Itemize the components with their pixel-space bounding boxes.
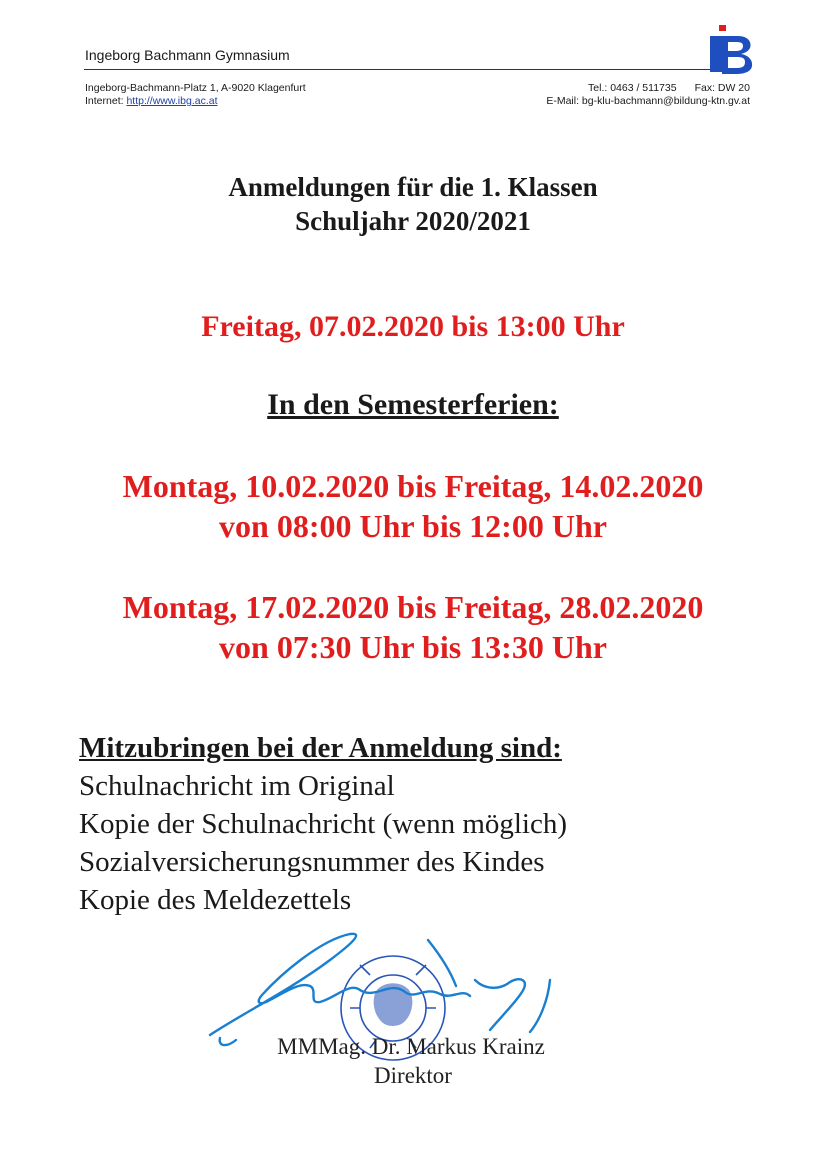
- registration-week-2: [0, 587, 826, 667]
- week-1-dates: Montag, 10.02.2020 bis Freitag, 14.02.2020: [122, 468, 704, 504]
- school-contact-left: [85, 82, 306, 108]
- registration-week-1: [0, 466, 826, 546]
- website-link[interactable]: http://www.ibg.ac.at: [126, 95, 218, 107]
- school-contact-right: [546, 82, 750, 108]
- required-document-item: Kopie der Schulnachricht (wenn möglich): [79, 808, 568, 840]
- document-title: [0, 170, 826, 238]
- school-address: Ingeborg-Bachmann-Platz 1, A-9020 Klagenfurt: [85, 82, 306, 94]
- required-documents: [79, 729, 567, 919]
- school-logo-icon: [706, 22, 756, 78]
- fax-number: Fax: DW 20: [694, 82, 750, 94]
- school-name: Ingeborg Bachmann Gymnasium: [85, 47, 290, 63]
- phone-number: Tel.: 0463 / 511735: [588, 82, 677, 94]
- required-document-item: Sozialversicherungsnummer des Kindes: [79, 846, 545, 878]
- week-1-times: von 08:00 Uhr bis 12:00 Uhr: [219, 508, 607, 544]
- required-document-item: Schulnachricht im Original: [79, 770, 395, 802]
- signatory-block: [0, 1032, 826, 1090]
- title-line-2: Schuljahr 2020/2021: [295, 206, 531, 236]
- internet-row: [85, 95, 306, 108]
- internet-label: Internet:: [85, 95, 124, 107]
- phone-fax-row: [546, 82, 750, 95]
- title-line-1: Anmeldungen für die 1. Klassen: [228, 172, 598, 202]
- required-document-item: Kopie des Meldezettels: [79, 884, 352, 916]
- semester-heading: In den Semesterferien:: [267, 388, 559, 421]
- friday-deadline: Freitag, 07.02.2020 bis 13:00 Uhr: [201, 310, 625, 343]
- header-divider: [84, 69, 710, 70]
- email-address: E-Mail: bg-klu-bachmann@bildung-ktn.gv.at: [546, 95, 750, 107]
- signatory-role: Direktor: [374, 1063, 452, 1088]
- required-documents-heading: Mitzubringen bei der Anmeldung sind:: [79, 732, 562, 764]
- week-2-dates: Montag, 17.02.2020 bis Freitag, 28.02.2020: [122, 589, 704, 625]
- week-2-times: von 07:30 Uhr bis 13:30 Uhr: [219, 629, 607, 665]
- signatory-name: MMMag. Dr. Markus Krainz: [277, 1034, 545, 1059]
